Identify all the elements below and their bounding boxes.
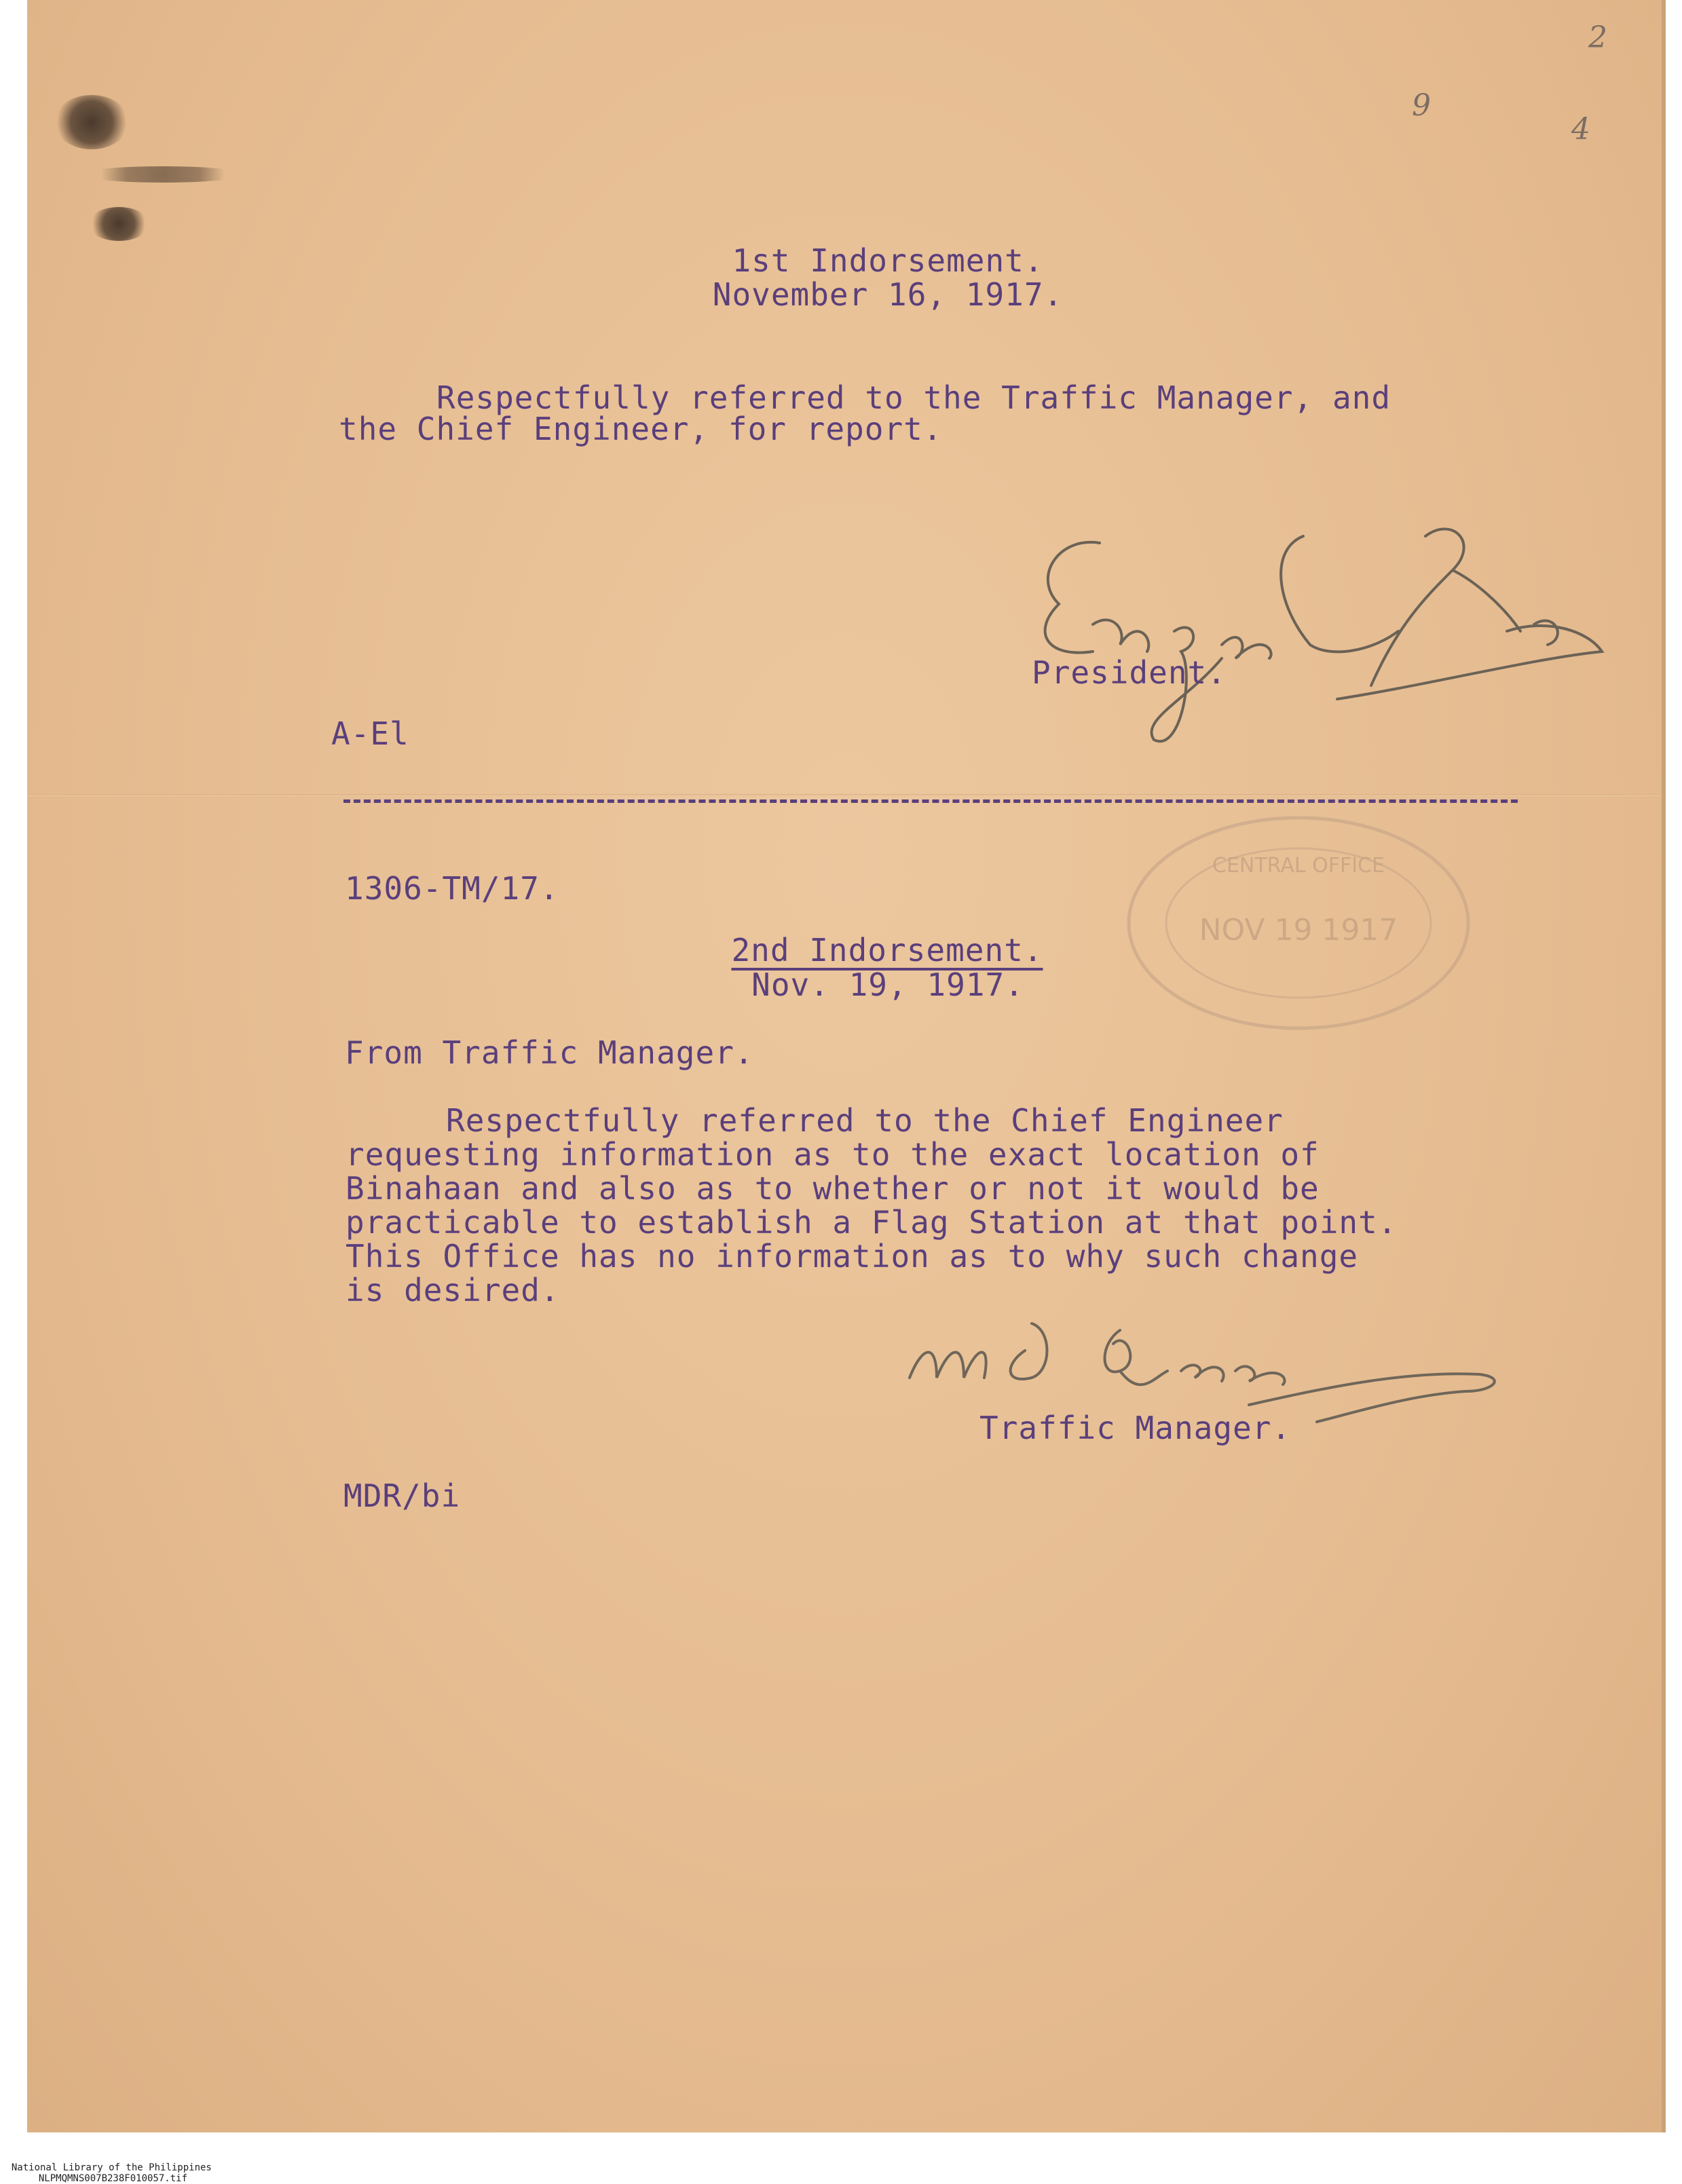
footer-file-name: NLPMQMNS007B238F010057.tif [38,2173,188,2184]
president-title: President. [1032,654,1227,691]
traffic-manager-signature [896,1303,1527,1425]
first-file-ref: A-El [331,715,409,752]
stamp-date: NOV 19 1917 [1199,913,1398,947]
paper-fold [27,794,1662,796]
received-stamp [1119,811,1478,1035]
first-indorsement-date: November 16, 1917. [712,276,1064,313]
page-mark-4: 4 [1571,112,1590,147]
first-body-line-1: Respectfully referred to the Traffic Manager, and [436,379,1391,416]
second-body-line-5: This Office has no information as to why such change [345,1238,1359,1275]
second-file-number: 1306-TM/17. [345,870,559,907]
punch-hole-stain [54,95,129,149]
traffic-manager-title: Traffic Manager. [979,1410,1292,1446]
punch-hole-stain [88,207,149,241]
second-body-line-2: requesting information as to the exact location of [345,1136,1320,1173]
second-body-line-1: Respectfully referred to the Chief Engineer [446,1102,1284,1139]
from-line: From Traffic Manager. [345,1034,754,1071]
section-divider [343,799,1518,803]
second-body-line-6: is desired. [345,1272,560,1308]
second-body-line-3: Binahaan and also as to whether or not it would be [345,1170,1320,1207]
footer-library: National Library of the Philippines [11,2162,212,2173]
document-sheet [27,0,1666,2132]
second-indorsement-title: 2nd Indorsement. [731,933,1043,971]
president-signature [1018,495,1615,787]
second-indorsement-date: Nov. 19, 1917. [751,966,1024,1003]
binding-stain [81,166,244,183]
second-body-line-4: practicable to establish a Flag Station at that point. [345,1204,1398,1241]
stamp-top-text: CENTRAL OFFICE [1212,854,1385,878]
first-body-line-2: the Chief Engineer, for report. [339,411,943,447]
footer [0,2151,212,2184]
first-indorsement-title: 1st Indorsement. [732,242,1044,279]
corner-mark: 2 [1588,20,1607,55]
page-mark-9: 9 [1412,88,1431,123]
initials: MDR/bi [343,1477,461,1514]
